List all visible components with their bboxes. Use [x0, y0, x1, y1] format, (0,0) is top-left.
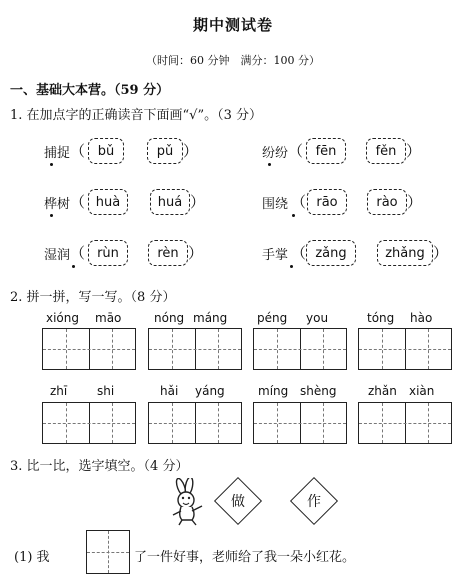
writing-grid[interactable] — [253, 402, 347, 444]
paren-close: ） — [407, 193, 423, 211]
paren-open: （ — [70, 193, 86, 211]
pinyin-label: hào — [410, 311, 433, 325]
pinyin-label: máng — [193, 311, 228, 325]
writing-grid[interactable] — [358, 402, 452, 444]
q1-word: 手掌 — [262, 248, 289, 263]
answer-box[interactable] — [86, 530, 130, 574]
emphasis-dot — [50, 163, 53, 166]
paren-open: （ — [291, 193, 307, 211]
pinyin-label: péng — [257, 311, 288, 325]
exam-info: （时间：60 分钟 满分：100 分） — [146, 54, 320, 67]
pinyin-option[interactable]: bǔ — [88, 138, 124, 164]
emphasis-dot — [268, 163, 271, 166]
emphasis-dot — [290, 265, 293, 268]
pinyin-label: you — [306, 311, 329, 325]
pinyin-label: hǎi — [160, 384, 179, 398]
section-heading: 一、基础大本营。（59 分） — [10, 83, 170, 98]
pinyin-option[interactable]: huà — [88, 189, 128, 215]
writing-grid[interactable] — [358, 328, 452, 370]
pinyin-label: māo — [95, 311, 122, 325]
paren-close: ） — [190, 193, 206, 211]
q1-word: 捕捉 — [44, 146, 71, 161]
writing-grid[interactable] — [148, 328, 242, 370]
q1-word: 纷纷 — [262, 146, 289, 161]
pinyin-label: shi — [97, 384, 115, 398]
pinyin-option[interactable]: zǎng — [306, 240, 356, 266]
choice-char: 作 — [307, 494, 321, 510]
writing-grid[interactable] — [253, 328, 347, 370]
pinyin-label: zhī — [50, 384, 68, 398]
paren-open: （ — [291, 244, 307, 262]
pinyin-option[interactable]: rāo — [307, 189, 347, 215]
paren-close: ） — [433, 244, 449, 262]
paren-close: ） — [188, 244, 204, 262]
q1-word: 桦树 — [44, 197, 71, 212]
q1-word: 湿润 — [44, 248, 71, 263]
paren-close: ） — [183, 142, 199, 160]
pinyin-option[interactable]: rèn — [148, 240, 188, 266]
paren-open: （ — [70, 142, 86, 160]
question-1-prompt: 1. 在加点字的正确读音下面画“√”。（3 分） — [10, 108, 263, 123]
pinyin-label: xiàn — [409, 384, 435, 398]
writing-grid[interactable] — [42, 328, 136, 370]
pinyin-label: nóng — [154, 311, 185, 325]
pinyin-label: tóng — [367, 311, 395, 325]
writing-grid[interactable] — [148, 402, 242, 444]
choice-char: 做 — [231, 494, 245, 510]
sentence-prefix: (1) 我 — [14, 550, 50, 565]
pinyin-label: xióng — [46, 311, 79, 325]
writing-grid[interactable] — [42, 402, 136, 444]
paren-close: ） — [406, 142, 422, 160]
page-title: 期中测试卷 — [192, 16, 273, 34]
pinyin-option[interactable]: rùn — [88, 240, 128, 266]
sentence-suffix: 了一件好事，老师给了我一朵小红花。 — [134, 550, 356, 565]
pinyin-label: míng — [258, 384, 289, 398]
question-3-prompt: 3. 比一比，选字填空。（4 分） — [10, 459, 189, 474]
emphasis-dot — [50, 214, 53, 217]
paren-open: （ — [288, 142, 304, 160]
rabbit-illustration — [168, 478, 214, 526]
paren-open: （ — [70, 244, 86, 262]
emphasis-dot — [72, 265, 75, 268]
pinyin-label: zhǎn — [368, 384, 397, 398]
pinyin-option[interactable]: zhǎng — [377, 240, 433, 266]
pinyin-option[interactable]: fēn — [306, 138, 346, 164]
q1-word: 围绕 — [262, 197, 289, 212]
pinyin-label: shèng — [300, 384, 337, 398]
pinyin-label: yáng — [195, 384, 225, 398]
pinyin-option[interactable]: pǔ — [147, 138, 183, 164]
pinyin-option[interactable]: fěn — [366, 138, 406, 164]
emphasis-dot — [292, 214, 295, 217]
question-2-prompt: 2. 拼一拼，写一写。（8 分） — [10, 290, 176, 305]
pinyin-option[interactable]: rào — [367, 189, 407, 215]
pinyin-option[interactable]: huá — [150, 189, 190, 215]
